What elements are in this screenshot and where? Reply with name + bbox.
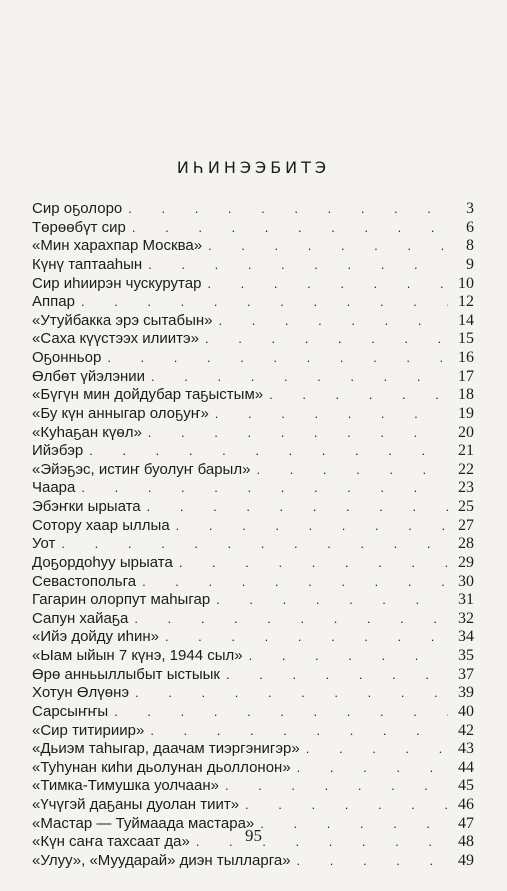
toc-entry-page: 15 xyxy=(458,330,474,348)
toc-entry xyxy=(32,275,474,294)
toc-entry xyxy=(32,796,474,815)
toc-entry-page: 20 xyxy=(458,423,474,441)
toc-entry-title: Аппар xyxy=(32,293,75,311)
toc-entry xyxy=(32,740,474,759)
toc-entry-page: 47 xyxy=(458,814,474,832)
toc-entry-title: Сотору хаар ыллыа xyxy=(32,516,170,534)
toc-entry-page: 34 xyxy=(458,628,474,646)
toc-entry-title: Сарсыҥҥы xyxy=(32,702,109,720)
dot-leader xyxy=(142,573,448,592)
toc-entry-page: 39 xyxy=(458,684,474,702)
toc-entry-page: 42 xyxy=(458,721,474,739)
toc-entry-title: «Туһунан киһи дьолунан дьоллонон» xyxy=(32,758,291,776)
table-of-contents xyxy=(32,200,474,871)
toc-entry xyxy=(32,777,474,796)
toc-entry-page: 37 xyxy=(458,665,474,683)
dot-leader xyxy=(150,722,448,741)
toc-entry-title: «Күн саҥа тахсаат да» xyxy=(32,833,190,851)
dot-leader xyxy=(306,740,448,759)
dot-leader xyxy=(207,275,448,294)
toc-entry-page: 17 xyxy=(458,367,474,385)
toc-entry xyxy=(32,591,474,610)
toc-entry-page: 45 xyxy=(458,777,474,795)
toc-entry xyxy=(32,312,474,331)
toc-entry-title: Эбэҥки ырыата xyxy=(32,498,141,515)
dot-leader xyxy=(135,684,448,703)
toc-entry xyxy=(32,256,474,275)
dot-leader xyxy=(249,647,448,666)
toc-entry xyxy=(32,666,474,685)
toc-entry-title: Гагарин олорпут маһыгар xyxy=(32,591,211,609)
toc-entry-title: «Ийэ дойду иһин» xyxy=(32,628,159,646)
dot-leader xyxy=(216,591,448,610)
dot-leader xyxy=(147,498,448,517)
dot-leader xyxy=(134,610,448,629)
dot-leader xyxy=(208,237,448,256)
toc-entry-page: 19 xyxy=(458,404,474,422)
toc-entry-title: Күнү таптааһын xyxy=(32,255,143,273)
toc-entry xyxy=(32,237,474,256)
toc-entry-title: «Куһаҕан күөл» xyxy=(32,423,142,441)
toc-entry xyxy=(32,424,474,443)
toc-entry xyxy=(32,349,474,368)
toc-entry-page: 3 xyxy=(466,200,474,217)
toc-entry-page: 49 xyxy=(458,851,474,869)
dot-leader xyxy=(297,759,448,778)
dot-leader xyxy=(245,796,448,815)
toc-entry-title: «Ыам ыйын 7 күнэ, 1944 сыл» xyxy=(32,647,243,664)
toc-entry xyxy=(32,759,474,778)
dot-leader xyxy=(81,293,448,312)
dot-leader xyxy=(132,219,448,238)
toc-entry-title: «Дьиэм таһыгар, даачам тиэргэнигэр» xyxy=(32,740,300,758)
toc-entry xyxy=(32,498,474,517)
toc-entry xyxy=(32,293,474,312)
dot-leader xyxy=(226,666,448,685)
toc-entry-page: 21 xyxy=(458,442,474,460)
toc-entry xyxy=(32,200,474,219)
toc-entry xyxy=(32,703,474,722)
toc-entry xyxy=(32,405,474,424)
toc-entry-page: 28 xyxy=(458,535,474,553)
toc-entry-title: «Саха күүстээх илиитэ» xyxy=(32,330,200,348)
dot-leader xyxy=(269,386,448,405)
dot-leader xyxy=(81,479,448,498)
toc-entry xyxy=(32,461,474,480)
toc-entry-page: 30 xyxy=(458,572,474,590)
toc-entry-page: 9 xyxy=(466,255,474,273)
toc-entry-page: 25 xyxy=(458,498,474,515)
toc-entry xyxy=(32,219,474,238)
toc-entry-page: 31 xyxy=(458,591,474,609)
toc-entry-title: Севастопольга xyxy=(32,572,137,590)
toc-entry-page: 43 xyxy=(458,740,474,758)
dot-leader xyxy=(225,777,448,796)
toc-entry-title: Хотун Өлүөнэ xyxy=(32,684,130,702)
toc-entry-title: Ийэбэр xyxy=(32,442,84,460)
toc-entry-page: 22 xyxy=(458,460,474,478)
toc-entry xyxy=(32,684,474,703)
toc-entry xyxy=(32,628,474,647)
contents-heading: ИҺИНЭЭБИТЭ xyxy=(176,158,331,177)
dot-leader xyxy=(114,703,448,722)
toc-entry-title: Чаара xyxy=(32,479,76,497)
dot-leader xyxy=(151,368,448,387)
toc-entry-title: «Сир титириир» xyxy=(32,721,145,739)
toc-entry-title: «Утуйбакка эрэ сытабын» xyxy=(32,311,213,329)
toc-entry xyxy=(32,852,474,871)
dot-leader xyxy=(256,461,448,480)
toc-entry-page: 27 xyxy=(458,516,474,534)
toc-entry-title: Сир иһиирэн чускурутар xyxy=(32,274,202,292)
toc-entry xyxy=(32,535,474,554)
toc-entry-title: «Улуу», «Муударай» диэн тылларга» xyxy=(32,851,291,869)
toc-entry-page: 44 xyxy=(458,758,474,776)
toc-entry xyxy=(32,647,474,666)
dot-leader xyxy=(297,852,448,871)
toc-entry xyxy=(32,554,474,573)
toc-entry-page: 32 xyxy=(458,609,474,627)
dot-leader xyxy=(179,554,448,573)
dot-leader xyxy=(176,517,448,536)
toc-entry-title: «Мастар — Туймаада мастара» xyxy=(32,814,255,832)
dot-leader xyxy=(128,200,448,219)
toc-entry-title: Сир оҕолоро xyxy=(32,200,123,217)
toc-entry-page: 8 xyxy=(466,237,474,255)
toc-entry-title: Өрө анньыллыбыт ыстыык xyxy=(32,665,220,683)
dot-leader xyxy=(165,628,448,647)
toc-entry xyxy=(32,722,474,741)
toc-entry-title: Оҕонньор xyxy=(32,349,102,366)
toc-entry-page: 16 xyxy=(458,349,474,366)
toc-entry xyxy=(32,517,474,536)
dot-leader xyxy=(61,535,448,554)
toc-entry-page: 29 xyxy=(458,553,474,571)
toc-entry-page: 40 xyxy=(458,702,474,720)
toc-entry xyxy=(32,479,474,498)
dot-leader xyxy=(205,330,448,349)
dot-leader xyxy=(148,424,448,443)
dot-leader xyxy=(148,256,448,275)
toc-entry-title: «Бу күн анныгар олоҕуҥ» xyxy=(32,404,209,422)
toc-entry-title: «Тимка-Тимушка уолчаан» xyxy=(32,777,219,795)
toc-entry-page: 48 xyxy=(458,833,474,851)
toc-entry-title: Өлбөт үйэлэнии xyxy=(32,367,146,385)
toc-entry-title: «Мин харахпар Москва» xyxy=(32,237,203,255)
toc-entry-title: «Бүгүн мин дойдубар таҕыстым» xyxy=(32,386,264,404)
toc-entry xyxy=(32,368,474,387)
toc-entry-title: Уот xyxy=(32,535,56,553)
toc-entry xyxy=(32,610,474,629)
toc-entry-title: Сапун хайаҕа xyxy=(32,609,129,627)
toc-entry-page: 46 xyxy=(458,796,474,813)
toc-entry-page: 14 xyxy=(458,311,474,329)
toc-entry xyxy=(32,386,474,405)
dot-leader xyxy=(89,442,448,461)
dot-leader xyxy=(107,349,448,368)
toc-entry-page: 10 xyxy=(458,274,474,292)
toc-entry-page: 23 xyxy=(458,479,474,497)
toc-entry-page: 12 xyxy=(458,293,474,311)
dot-leader xyxy=(215,405,448,424)
toc-entry xyxy=(32,573,474,592)
dot-leader xyxy=(218,312,448,331)
toc-entry-page: 18 xyxy=(458,386,474,404)
toc-entry-title: Доҕордоһуу ырыата xyxy=(32,553,173,571)
toc-entry-page: 35 xyxy=(458,647,474,664)
page-number: 95 xyxy=(245,826,262,845)
toc-entry-title: Төрөөбүт сир xyxy=(32,218,126,236)
toc-entry xyxy=(32,442,474,461)
toc-entry-title: «Эйэҕэс, истиҥ буолуҥ барыл» xyxy=(32,460,251,478)
toc-entry xyxy=(32,330,474,349)
toc-entry-title: «Үчүгэй даҕаны дуолан тиит» xyxy=(32,796,240,813)
toc-entry-page: 6 xyxy=(466,218,474,236)
